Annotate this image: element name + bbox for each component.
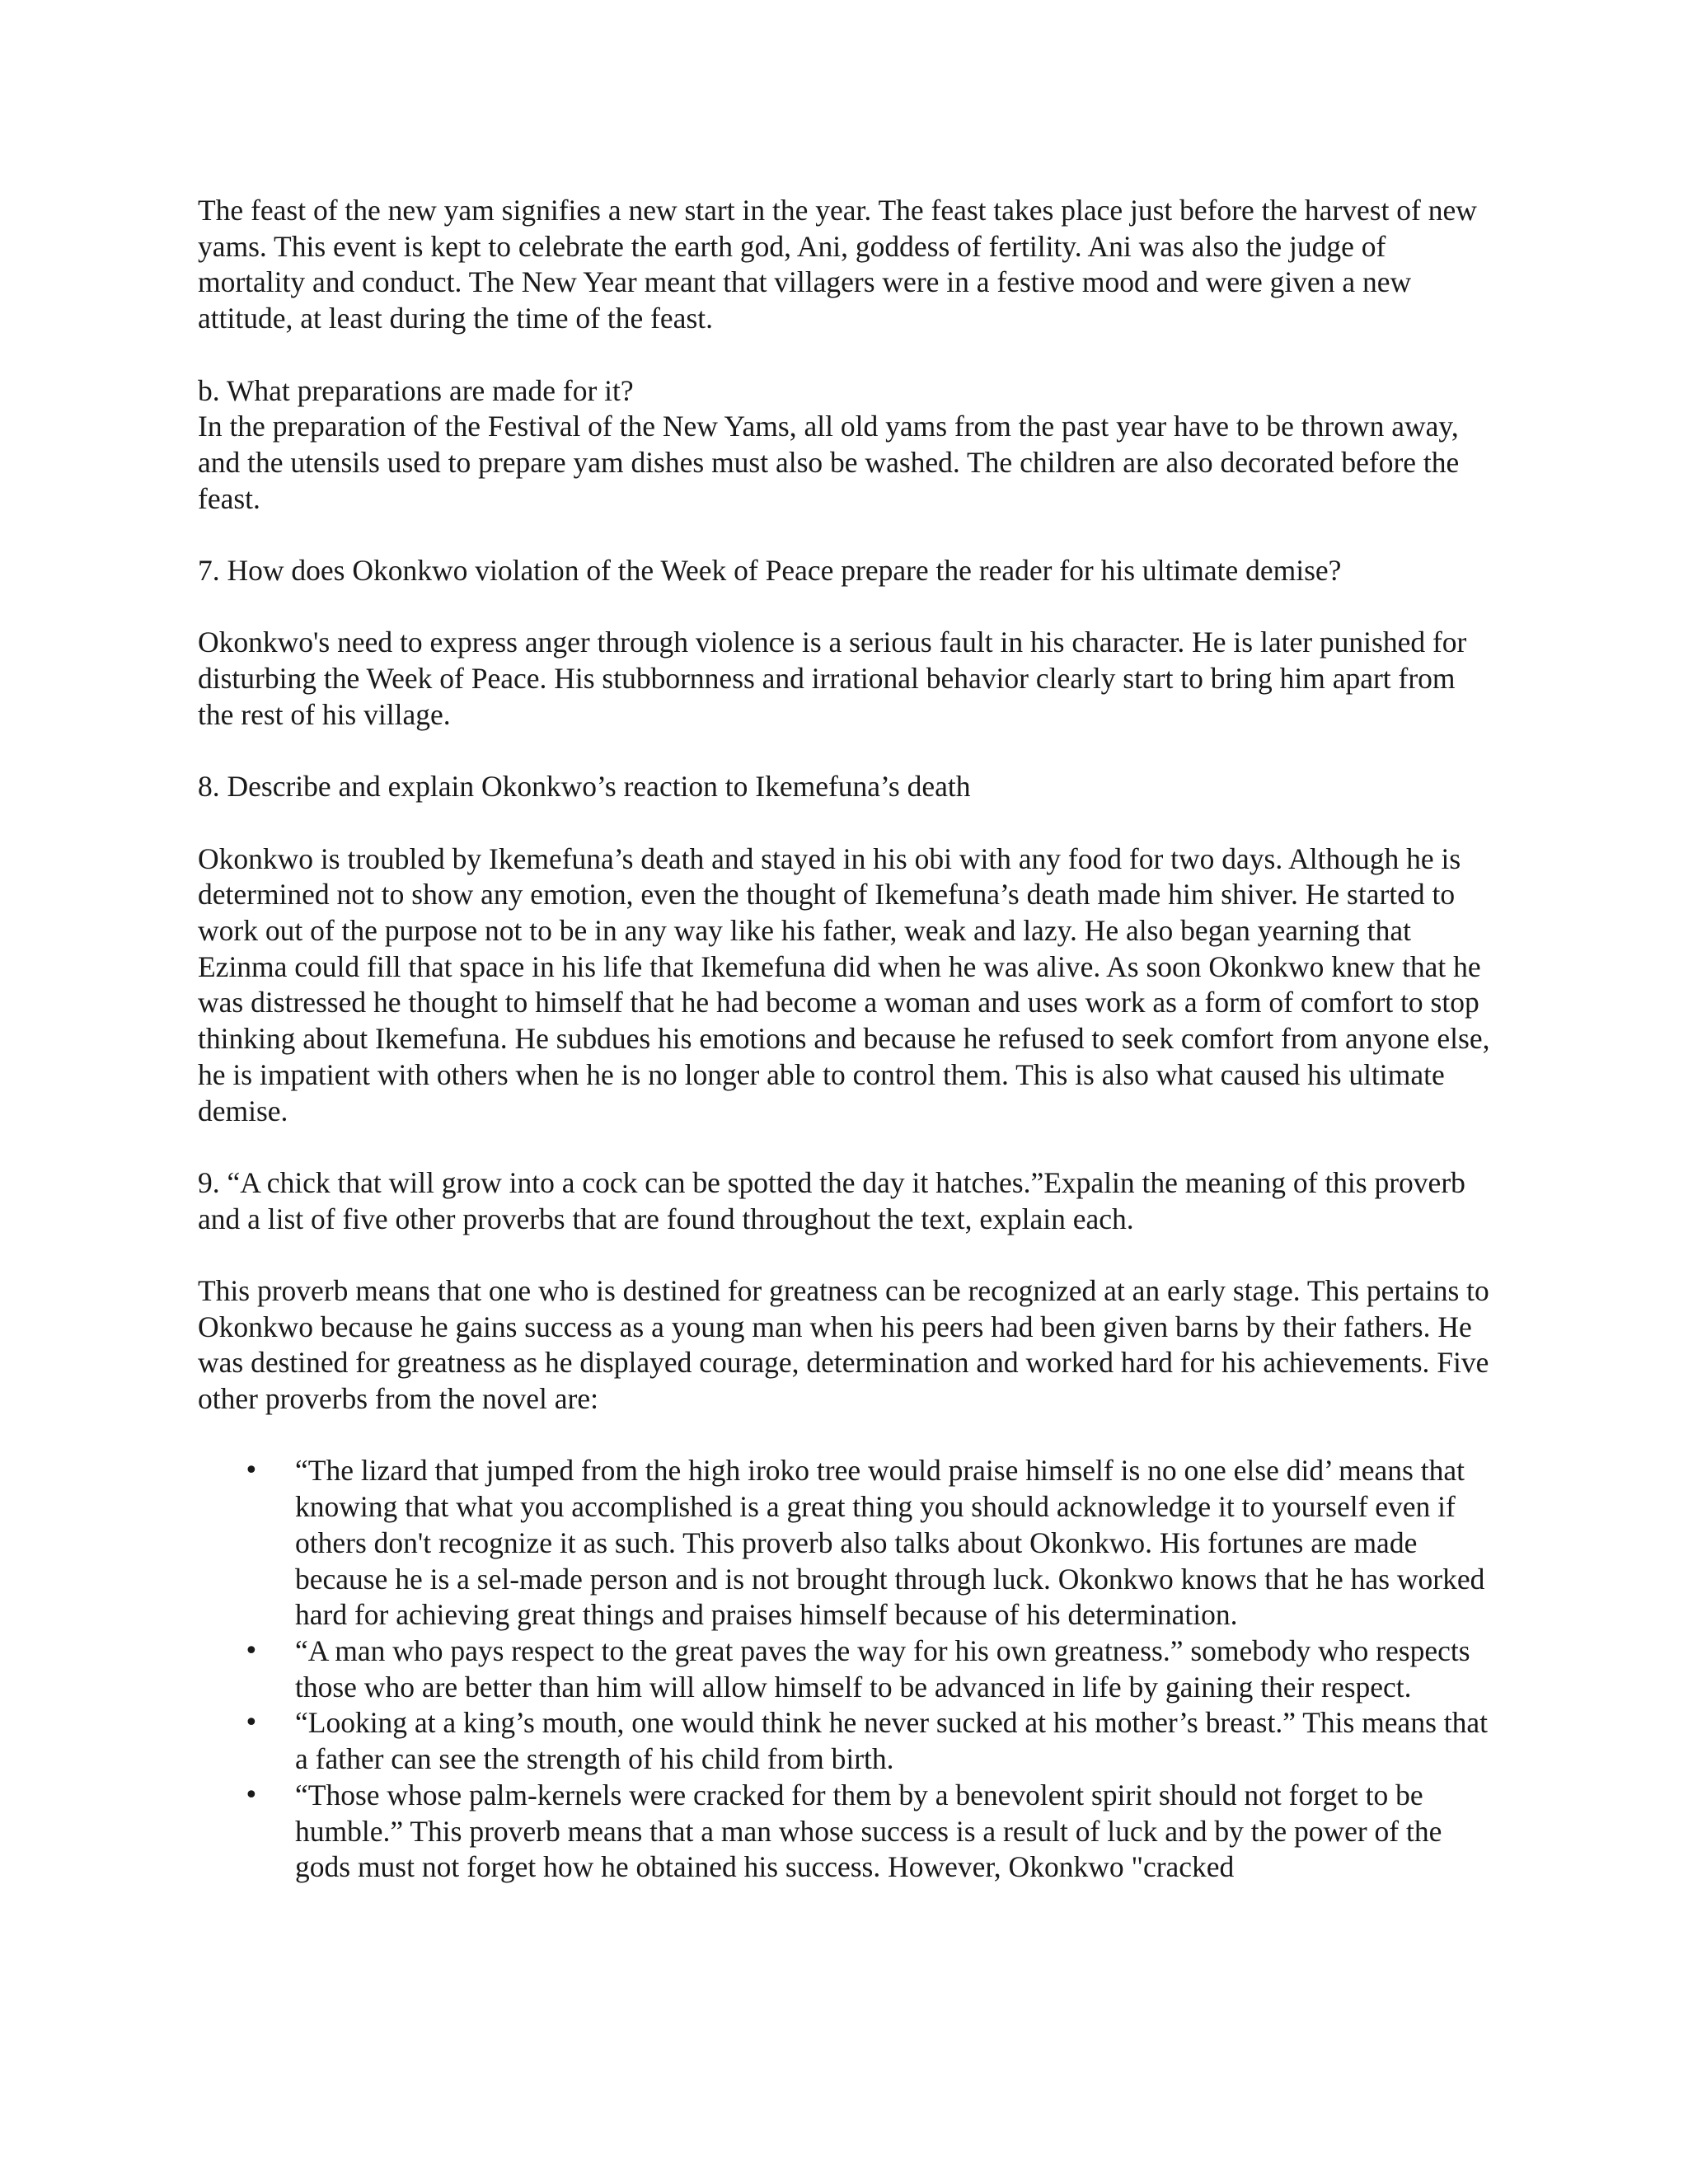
list-item <box>244 1453 1492 1633</box>
list-item <box>244 1705 1492 1777</box>
question-b: b. What preparations are made for it? <box>198 373 634 407</box>
document-page <box>198 193 1492 1886</box>
proverb-text: “The lizard that jumped from the high iroko tree would praise himself is no one else did’ means that knowing that what you accomplished is a great thing you should acknowledge it to yourself even if others don't recognize it as such. This proverb also talks about Okonkwo. His fortunes are made because he is a sel-made person and is not brought through luck. Okonkwo knows that he has worked hard for achieving great things and praises himself because of his determination. <box>295 1454 1485 1632</box>
answer-9: This proverb means that one who is destined for greatness can be recognized at an early stage. This pertains to Okonkwo because he gains success as a young man when his peers had been given barns by their fathers. He was destined for greatness as he displayed courage, determination and worked hard for his achievements. Five other proverbs from the novel are: <box>198 1273 1489 1416</box>
answer-7: Okonkwo's need to express anger through violence is a serious fault in his character. He is later punished for disturbing the Week of Peace. His stubbornness and irrational behavior clearly start to bring him apart from the rest of his village. <box>198 626 1467 731</box>
question-9: 9. “A chick that will grow into a cock can be spotted the day it hatches.”Expalin the meaning of this proverb and a list of five other proverbs that are found throughout the text, explain each. <box>198 1165 1465 1235</box>
list-item <box>244 1633 1492 1705</box>
question-7: 7. How does Okonkwo violation of the Week of Peace prepare the reader for his ultimate demise? <box>198 554 1342 587</box>
question-8: 8. Describe and explain Okonkwo’s reaction to Ikemefuna’s death <box>198 770 971 804</box>
proverb-text: “Those whose palm-kernels were cracked for them by a benevolent spirit should not forget to be humble.” This proverb means that a man whose success is a result of luck and by the power of the gods must not forget how he obtained his success. However, Okonkwo "cracked <box>295 1778 1442 1884</box>
proverb-list <box>198 1453 1492 1885</box>
bullet-icon: • <box>244 1708 259 1738</box>
answer-b: In the preparation of the Festival of the New Yams, all old yams from the past year have to be thrown away, and the utensils used to prepare yam dishes must also be washed. The children are also decorated before the feast. <box>198 410 1460 515</box>
bullet-icon: • <box>244 1456 259 1486</box>
paragraph-feast-meaning: The feast of the new yam signifies a new start in the year. The feast takes place just before the harvest of new yams. This event is kept to celebrate the earth god, Ani, goddess of fertility. Ani was also the judge of mortality and conduct. The New Year meant that villagers were in a festive mood and were given a new attitude, at least during the time of the feast. <box>198 194 1477 335</box>
bullet-icon: • <box>244 1637 259 1666</box>
list-item <box>244 1778 1492 1886</box>
proverb-text: “Looking at a king’s mouth, one would think he never sucked at his mother’s breast.” This means that a father can see the strength of his child from birth. <box>295 1706 1488 1776</box>
proverb-text: “A man who pays respect to the great paves the way for his own greatness.” somebody who respects those who are better than him will allow himself to be advanced in life by gaining their respect. <box>295 1634 1470 1704</box>
bullet-icon: • <box>244 1780 259 1810</box>
answer-8: Okonkwo is troubled by Ikemefuna’s death and stayed in his obi with any food for two days. Although he is determined not to show any emotion, even the thought of Ikemefuna’s death made him shiver. He started to work out of the purpose not to be in any way like his father, weak and lazy. He also began yearning that Ezinma could fill that space in his life that Ikemefuna did when he was alive. As soon Okonkwo knew that he was distressed he thought to himself that he had become a woman and uses work as a form of comfort to stop thinking about Ikemefuna. He subdues his emotions and because he refused to seek comfort from anyone else, he is impatient with others when he is no longer able to control them. This is also what caused his ultimate demise. <box>198 841 1490 1127</box>
